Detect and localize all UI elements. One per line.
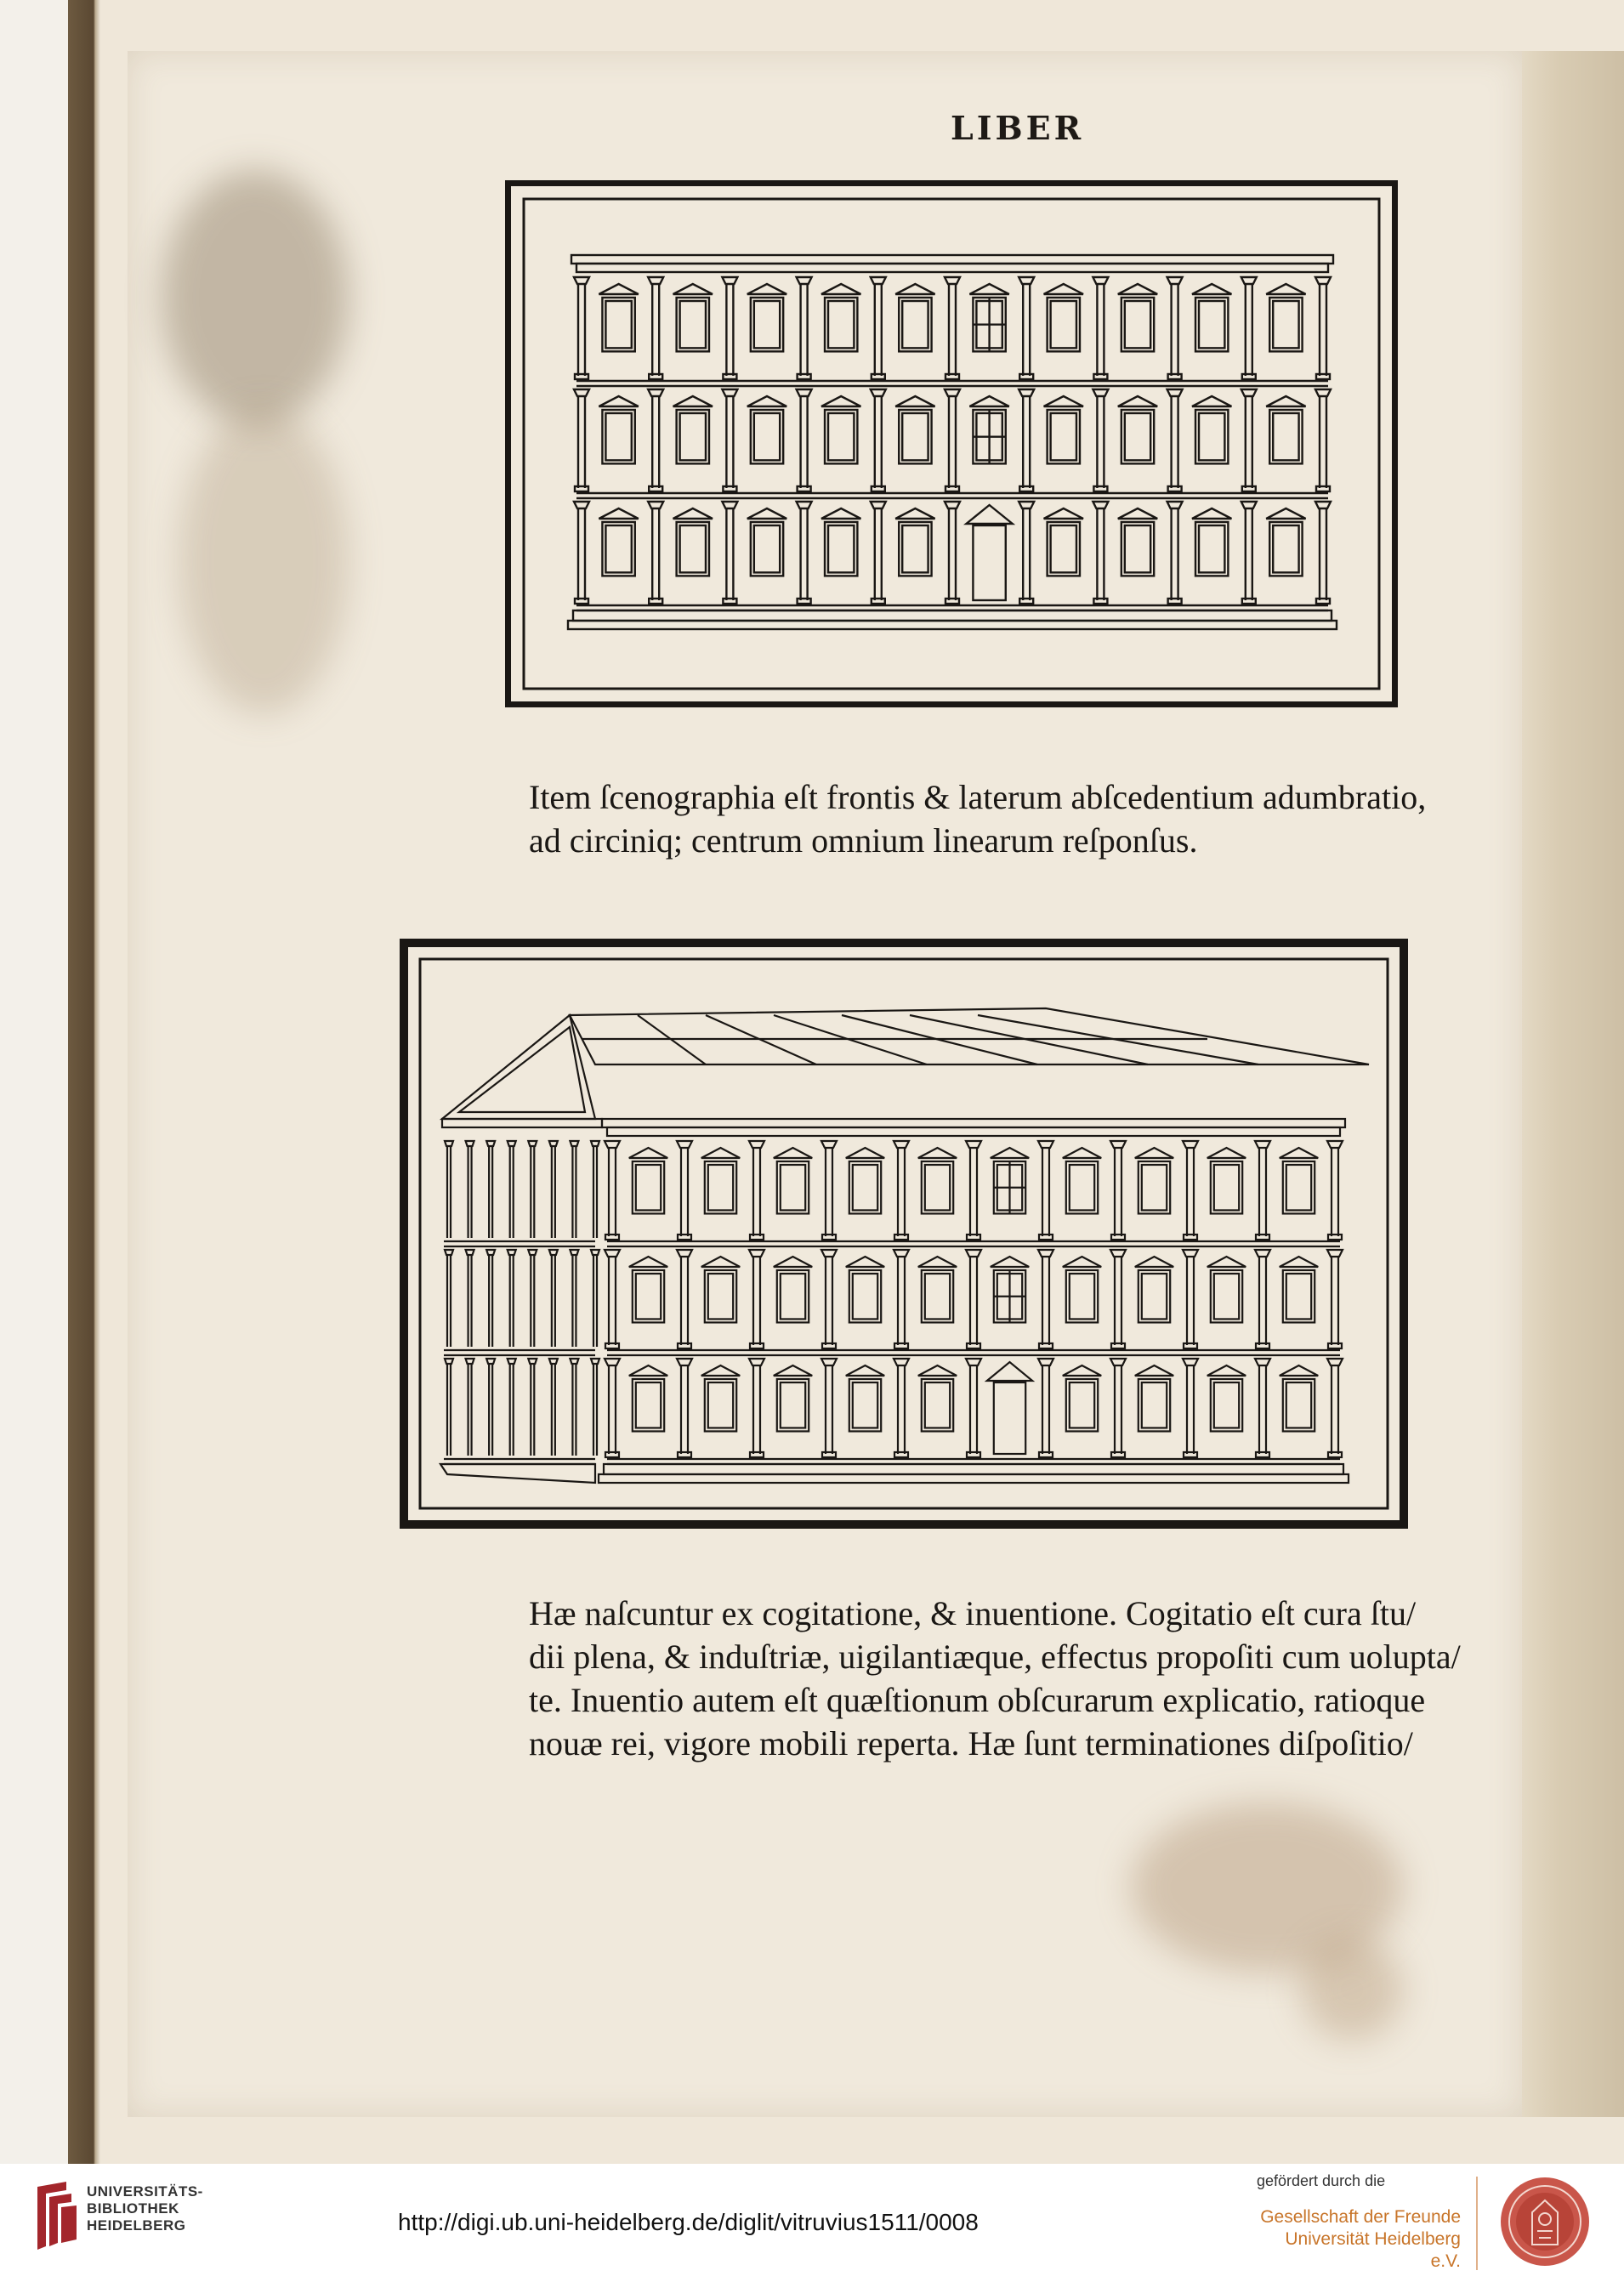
sponsor-name <box>1257 2206 1461 2273</box>
sponsor-name-line: Universität Heidelberg e.V. <box>1285 2229 1461 2271</box>
water-stain-left <box>162 170 349 425</box>
caption-line: dii plena, & induſtriæ, uigilantiæque, effectus propoſiti cum uolupta/ <box>529 1638 1461 1676</box>
permalink-url[interactable]: http://digi.ub.uni-heidelberg.de/diglit/vitruvius1511/0008 <box>398 2209 979 2235</box>
library-name-line: BIBLIOTHEK <box>87 2200 179 2217</box>
caption-cogitatio <box>529 1592 1461 1765</box>
caption-line: te. Inuentio autem eſt quæſtionum obſcurarum explicatio, ratioque <box>529 1681 1426 1719</box>
caption-line: Hæ naſcuntur ex cogitatione, & inuentione. Cogitatio eſt cura ſtu/ <box>529 1594 1417 1632</box>
foxing-stain-bottom-small <box>1301 1939 1403 2041</box>
sponsor-name-line: Gesellschaft der Freunde <box>1260 2207 1461 2227</box>
caption-line: ad circiniq; centrum omnium linearum reſponſus. <box>529 821 1198 860</box>
library-name-line: HEIDELBERG <box>87 2217 186 2234</box>
sponsor-prefix: gefördert durch die <box>1257 2172 1386 2189</box>
facing-page-edge <box>1513 51 1624 2117</box>
footer-divider <box>1476 2177 1478 2270</box>
university-seal-icon <box>1498 2175 1592 2268</box>
library-name-line: UNIVERSITÄTS- <box>87 2183 203 2200</box>
water-stain-left-lower <box>179 408 349 714</box>
orthographic-facade-woodcut <box>505 180 1398 707</box>
library-name <box>87 2183 203 2234</box>
caption-line: nouæ rei, vigore mobili reperta. Hæ ſunt terminationes diſpoſitio/ <box>529 1724 1413 1763</box>
university-library-logo-icon <box>32 2178 80 2255</box>
caption-scenographia <box>529 775 1427 862</box>
perspective-building-woodcut <box>400 939 1408 1529</box>
running-head: LIBER <box>951 109 1085 147</box>
caption-line: Item ſcenographia eſt frontis & laterum abſcedentium adumbratio, <box>529 778 1427 816</box>
